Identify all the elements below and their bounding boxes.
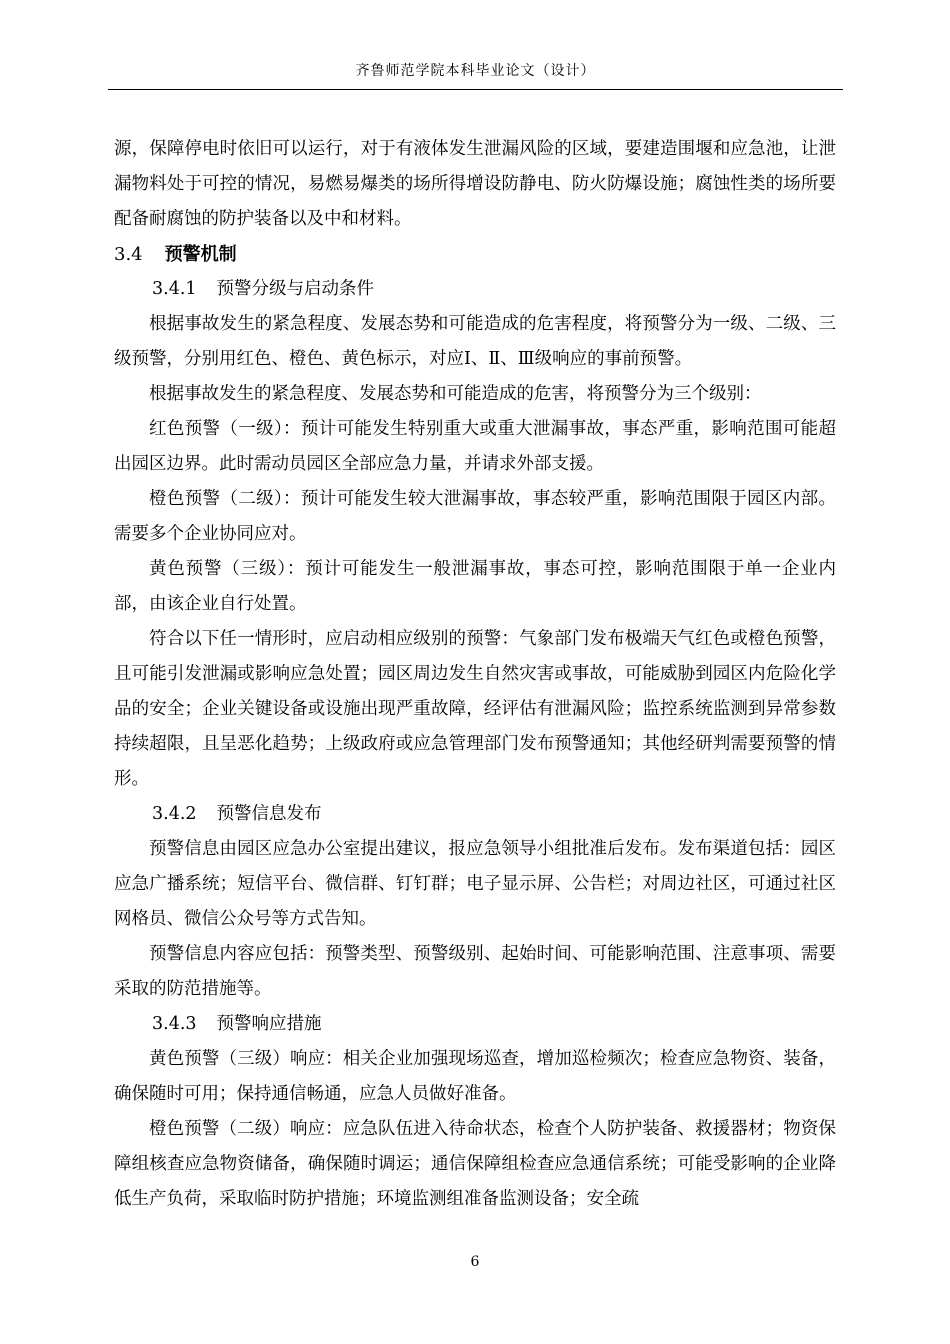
page-header: 齐鲁师范学院本科毕业论文（设计） (355, 63, 596, 79)
section-heading (114, 237, 836, 272)
subsection-title: 预警分级与启动条件 (216, 279, 375, 299)
header-rule (108, 89, 843, 90)
subsection-heading-3 (114, 1007, 836, 1042)
page-number: 6 (470, 1254, 480, 1270)
paragraph-orange-warning: 橙色预警（二级）：预计可能发生较大泄漏事故，事态较严重，影响范围限于园区内部。需要多个企业协同应对。 (114, 489, 836, 544)
paragraph: 预警信息内容应包括：预警类型、预警级别、起始时间、可能影响范围、注意事项、需要采取的防范措施等。 (114, 944, 836, 999)
subsection-heading-1 (114, 272, 836, 307)
subsection-number: 3.4.3 (152, 1014, 197, 1034)
paragraph: 根据事故发生的紧急程度、发展态势和可能造成的危害，将预警分为三个级别： (149, 384, 762, 404)
subsection-number: 3.4.1 (152, 279, 197, 299)
subsection-title: 预警响应措施 (216, 1014, 322, 1034)
page-body (114, 132, 836, 1217)
paragraph: 符合以下任一情形时，应启动相应级别的预警：气象部门发布极端天气红色或橙色预警，且可能引发泄漏或影响应急处置；园区周边发生自然灾害或事故，可能威胁到园区内危险化学品的安全；企业关键设备或设施出现严重故障，经评估有泄漏风险；监控系统监测到异常参数持续超限，且呈恶化趋势；上级政府或应急管理部门发布预警通知；其他经研判需要预警的情形。 (114, 629, 836, 789)
subsection-title: 预警信息发布 (216, 804, 322, 824)
subsection-number: 3.4.2 (152, 804, 197, 824)
paragraph: 橙色预警（二级）响应：应急队伍进入待命状态，检查个人防护装备、救援器材；物资保障组核查应急物资储备，确保随时调运；通信保障组检查应急通信系统；可能受影响的企业降低生产负荷，采取临时防护措施；环境监测组准备监测设备；安全疏 (114, 1119, 836, 1209)
paragraph-continued: 源，保障停电时依旧可以运行，对于有液体发生泄漏风险的区域，要建造围堰和应急池，让泄漏物料处于可控的情况，易燃易爆类的场所得增设防静电、防火防爆设施；腐蚀性类的场所要配备耐腐蚀的防护装备以及中和材料。 (114, 139, 836, 229)
paragraph-red-warning: 红色预警（一级）：预计可能发生特别重大或重大泄漏事故，事态严重，影响范围可能超出园区边界。此时需动员园区全部应急力量，并请求外部支援。 (114, 419, 836, 474)
paragraph: 根据事故发生的紧急程度、发展态势和可能造成的危害程度，将预警分为一级、二级、三级预警，分别用红色、橙色、黄色标示，对应Ⅰ、Ⅱ、Ⅲ级响应的事前预警。 (114, 314, 836, 369)
paragraph: 黄色预警（三级）响应：相关企业加强现场巡查，增加巡检频次；检查应急物资、装备，确保随时可用；保持通信畅通，应急人员做好准备。 (114, 1049, 836, 1104)
subsection-heading-2 (114, 797, 836, 832)
section-title: 预警机制 (164, 244, 237, 265)
paragraph: 预警信息由园区应急办公室提出建议，报应急领导小组批准后发布。发布渠道包括：园区应急广播系统；短信平台、微信群、钉钉群；电子显示屏、公告栏；对周边社区，可通过社区网格员、微信公众号等方式告知。 (114, 839, 836, 929)
section-number: 3.4 (114, 244, 143, 265)
paragraph-yellow-warning: 黄色预警（三级）：预计可能发生一般泄漏事故，事态可控，影响范围限于单一企业内部，由该企业自行处置。 (114, 559, 836, 614)
